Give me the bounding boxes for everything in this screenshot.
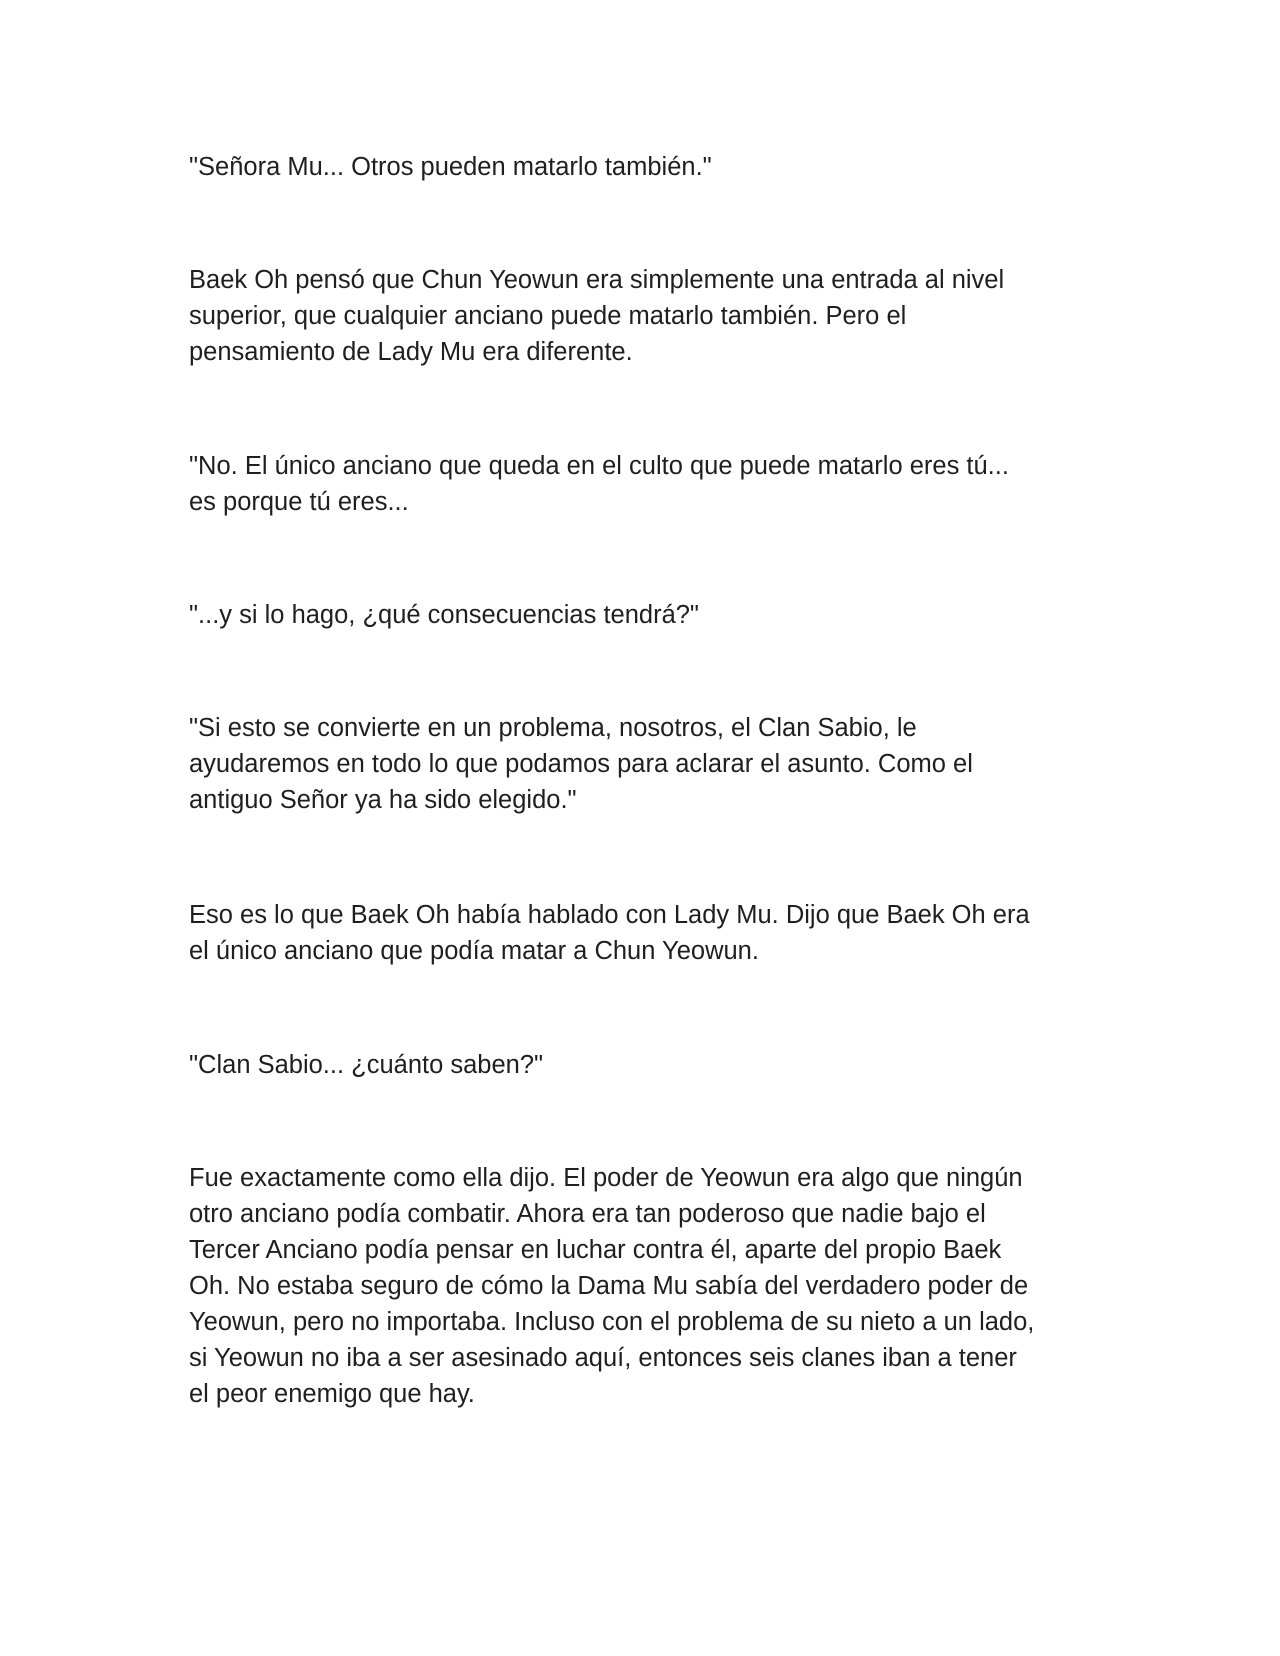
dialogue-paragraph: "Señora Mu... Otros pueden matarlo también." [189, 153, 712, 181]
dialogue-paragraph: "Clan Sabio... ¿cuánto saben?" [189, 1051, 544, 1079]
dialogue-paragraph: "...y si lo hago, ¿qué consecuencias tendrá?" [189, 601, 699, 629]
dialogue-paragraph: "No. El único anciano que queda en el culto que puede matarlo eres tú... es porque tú eres... [189, 452, 1009, 516]
narrative-paragraph: Fue exactamente como ella dijo. El poder de Yeowun era algo que ningún otro anciano podía combatir. Ahora era tan poderoso que nadie bajo el Tercer Anciano podía pensar en luchar contra él, aparte del propio Baek Oh. No estaba seguro de cómo la Dama Mu sabía del verdadero poder de Yeowun, pero no importaba. Incluso con el problema de su nieto a un lado, si Yeowun no iba a ser asesinado aquí, entonces seis clanes iban a tener el peor enemigo que hay. [189, 1164, 1035, 1408]
narrative-paragraph: Eso es lo que Baek Oh había hablado con Lady Mu. Dijo que Baek Oh era el único anciano que podía matar a Chun Yeowun. [189, 901, 1030, 965]
narrative-paragraph: Baek Oh pensó que Chun Yeowun era simplemente una entrada al nivel superior, que cualquier anciano puede matarlo también. Pero el pensamiento de Lady Mu era diferente. [189, 266, 1005, 366]
dialogue-paragraph: "Si esto se convierte en un problema, nosotros, el Clan Sabio, le ayudaremos en todo lo que podamos para aclarar el asunto. Como el antiguo Señor ya ha sido elegido." [189, 714, 973, 814]
